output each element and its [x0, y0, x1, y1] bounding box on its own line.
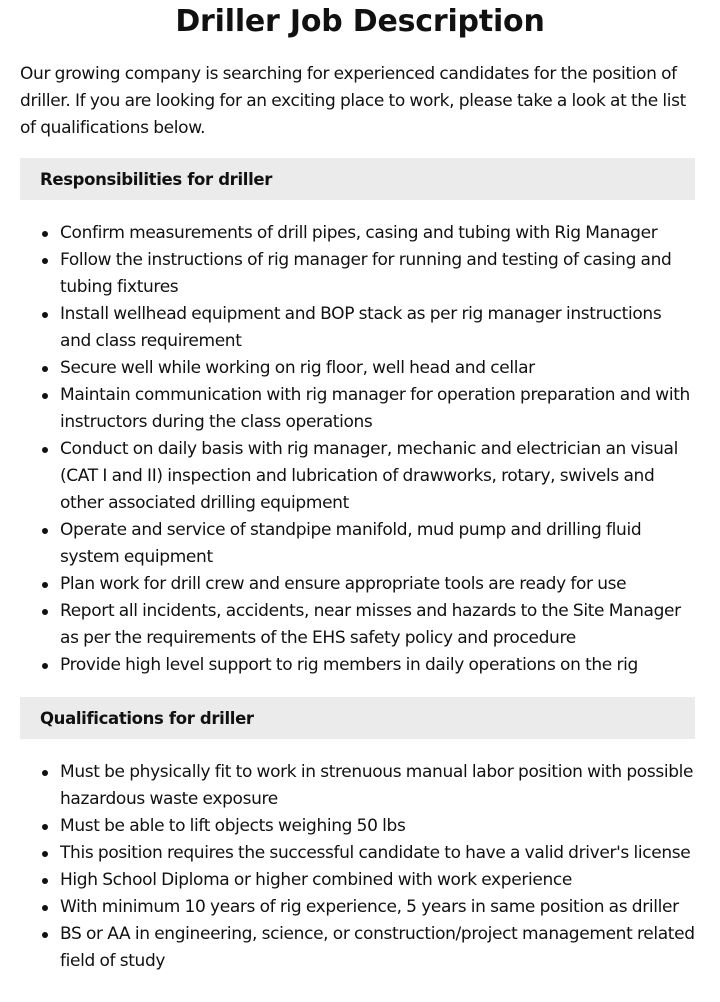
page-title: Driller Job Description — [175, 4, 545, 39]
list-item: Secure well while working on rig floor, well head and cellar — [0, 355, 696, 382]
list-item: High School Diploma or higher combined with work experience — [0, 867, 696, 894]
list-item: Plan work for drill crew and ensure appropriate tools are ready for use — [0, 571, 696, 598]
qualifications-section — [0, 697, 720, 975]
qualifications-heading: Qualifications for driller — [40, 708, 254, 728]
responsibilities-list — [0, 220, 720, 679]
responsibilities-section — [0, 158, 720, 679]
list-item: Install wellhead equipment and BOP stack as per rig manager instructions and class requirement — [0, 301, 696, 355]
list-item: Provide high level support to rig members in daily operations on the rig — [0, 652, 696, 679]
list-item: Confirm measurements of drill pipes, casing and tubing with Rig Manager — [0, 220, 696, 247]
list-item: This position requires the successful candidate to have a valid driver's license — [0, 840, 696, 867]
responsibilities-header — [20, 158, 695, 200]
list-item: Must be physically fit to work in strenuous manual labor position with possible hazardous waste exposure — [0, 759, 696, 813]
list-item: Maintain communication with rig manager for operation preparation and with instructors during the class operations — [0, 382, 696, 436]
list-item: Must be able to lift objects weighing 50 lbs — [0, 813, 696, 840]
list-item: Operate and service of standpipe manifold, mud pump and drilling fluid system equipment — [0, 517, 696, 571]
list-item: BS or AA in engineering, science, or construction/project management related field of study — [0, 921, 696, 975]
list-item: Follow the instructions of rig manager for running and testing of casing and tubing fixtures — [0, 247, 696, 301]
list-item: Conduct on daily basis with rig manager, mechanic and electrician an visual (CAT I and II) inspection and lubrication of drawworks, rotary, swivels and other associated drilling equipment — [0, 436, 696, 517]
list-item: With minimum 10 years of rig experience, 5 years in same position as driller — [0, 894, 696, 921]
intro-paragraph: Our growing company is searching for experienced candidates for the position of driller. If you are looking for an exciting place to work, please take a look at the list of qualifications below. — [20, 64, 686, 138]
qualifications-list — [0, 759, 720, 975]
qualifications-header — [20, 697, 695, 739]
list-item: Report all incidents, accidents, near misses and hazards to the Site Manager as per the requirements of the EHS safety policy and procedure — [0, 598, 696, 652]
responsibilities-heading: Responsibilities for driller — [40, 169, 273, 189]
